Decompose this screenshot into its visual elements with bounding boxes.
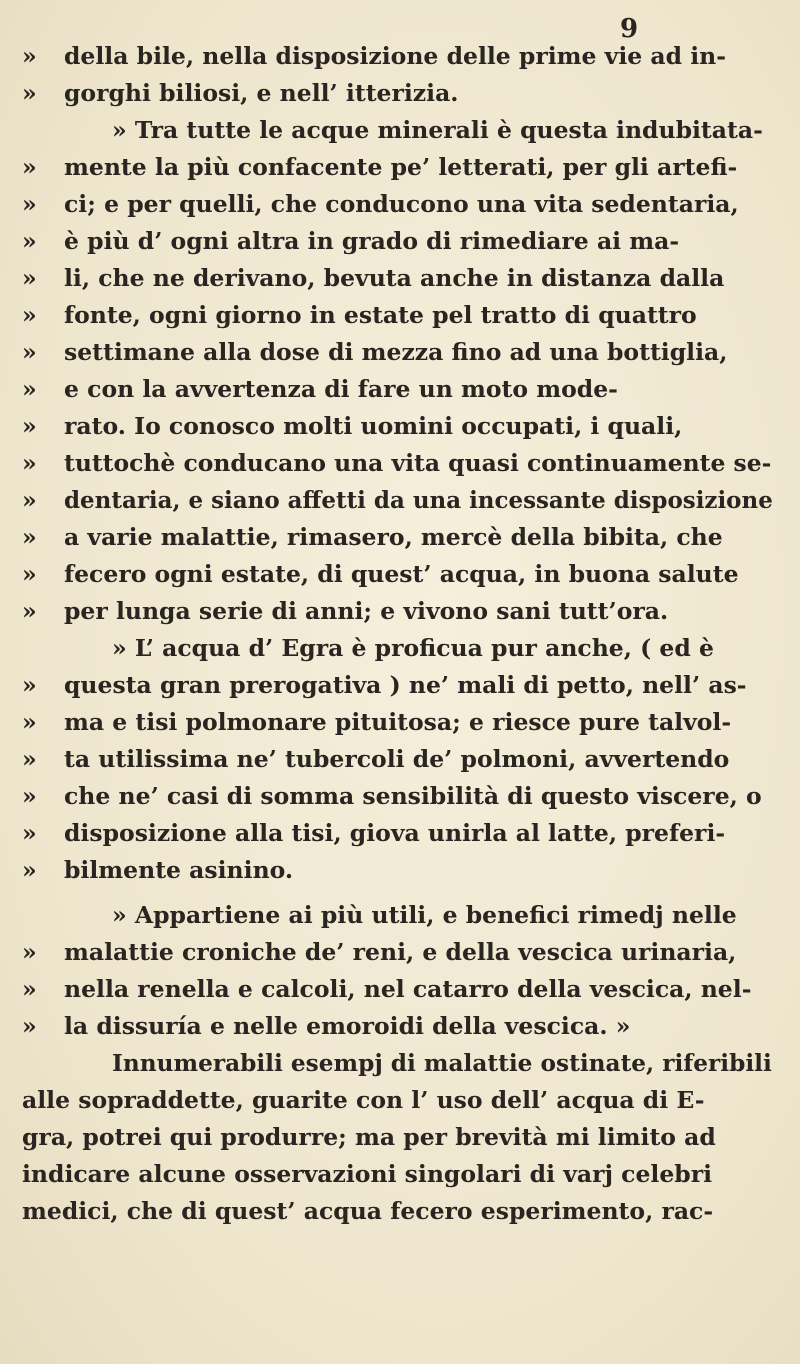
text-line: [0, 445, 800, 482]
quote-mark: »: [22, 1012, 37, 1040]
line-text: ta utilissima ne’ tubercoli de’ polmoni, avvertendo: [64, 745, 730, 773]
text-line: [0, 1193, 800, 1230]
text-line: [0, 482, 800, 519]
line-text: dentaria, e siano affetti da una incessante disposizione: [64, 486, 773, 514]
quote-mark: »: [22, 190, 37, 218]
text-line: [0, 1082, 800, 1119]
line-text: medici, che di quest’ acqua fecero esperimento, rac-: [22, 1197, 714, 1225]
quote-mark: »: [22, 338, 37, 366]
quote-mark: »: [22, 449, 37, 477]
line-text: la dissuría e nelle emoroidi della vescica. »: [64, 1012, 631, 1040]
line-text: Innumerabili esempj di malattie ostinate, riferibili: [112, 1049, 772, 1077]
line-text: alle sopraddette, guarite con l’ uso dell’ acqua di E-: [22, 1086, 705, 1114]
line-text: » L’ acqua d’ Egra è proficua pur anche, ( ed è: [112, 634, 714, 662]
line-text: gorghi biliosi, e nell’ itterizia.: [64, 79, 459, 107]
text-line: [0, 593, 800, 630]
text-line: [0, 186, 800, 223]
text-line: [0, 971, 800, 1008]
quote-mark: »: [22, 819, 37, 847]
text-line: [0, 1156, 800, 1193]
line-text: indicare alcune osservazioni singolari di varj celebri: [22, 1160, 713, 1188]
text-line: [0, 408, 800, 445]
line-text: gra, potrei qui produrre; ma per brevità mi limito ad: [22, 1123, 716, 1151]
line-text: della bile, nella disposizione delle prime vie ad in-: [64, 42, 726, 70]
line-text: disposizione alla tisi, giova unirla al latte, preferi-: [64, 819, 726, 847]
line-text: malattie croniche de’ reni, e della vescica urinaria,: [64, 938, 737, 966]
line-text: fecero ogni estate, di quest’ acqua, in buona salute: [64, 560, 739, 588]
text-line: [0, 556, 800, 593]
quote-mark: »: [22, 708, 37, 736]
text-line: [0, 519, 800, 556]
text-line: [0, 371, 800, 408]
quote-mark: »: [22, 523, 37, 551]
text-line: [0, 778, 800, 815]
line-text: per lunga serie di anni; e vivono sani tutt’ora.: [64, 597, 669, 625]
quote-mark: »: [22, 597, 37, 625]
text-line: [0, 223, 800, 260]
line-text: a varie malattie, rimasero, mercè della bibita, che: [64, 523, 723, 551]
text-line: [0, 852, 800, 889]
quote-mark: »: [22, 745, 37, 773]
text-line: [0, 112, 800, 149]
text-line: [0, 334, 800, 371]
line-text: li, che ne derivano, bevuta anche in distanza dalla: [64, 264, 725, 292]
text-line: [0, 934, 800, 971]
text-line: [0, 1045, 800, 1082]
quote-mark: »: [22, 264, 37, 292]
line-text: è più d’ ogni altra in grado di rimediare ai ma-: [64, 227, 680, 255]
quote-mark: »: [22, 486, 37, 514]
quote-mark: »: [22, 375, 37, 403]
quote-mark: »: [22, 153, 37, 181]
line-text: questa gran prerogativa ) ne’ mali di petto, nell’ as-: [64, 671, 747, 699]
line-text: » Tra tutte le acque minerali è questa indubitata-: [112, 116, 763, 144]
text-line: [0, 149, 800, 186]
text-line: [0, 297, 800, 334]
line-text: mente la più confacente pe’ letterati, per gli artefi-: [64, 153, 738, 181]
text-line: [0, 741, 800, 778]
line-text: settimane alla dose di mezza fino ad una bottiglia,: [64, 338, 728, 366]
line-text: nella renella e calcoli, nel catarro della vescica, nel-: [64, 975, 752, 1003]
text-line: [0, 667, 800, 704]
line-text: che ne’ casi di somma sensibilità di questo viscere, o: [64, 782, 762, 810]
line-text: » Appartiene ai più utili, e benefici rimedj nelle: [112, 901, 737, 929]
line-text: rato. Io conosco molti uomini occupati, i quali,: [64, 412, 683, 440]
quote-mark: »: [22, 671, 37, 699]
line-text: fonte, ogni giorno in estate pel tratto di quattro: [64, 301, 697, 329]
quote-mark: »: [22, 938, 37, 966]
body-text: [0, 38, 800, 1230]
line-text: e con la avvertenza di fare un moto mode-: [64, 375, 618, 403]
line-text: tuttochè conducano una vita quasi continuamente se-: [64, 449, 772, 477]
text-line: [0, 897, 800, 934]
quote-mark: »: [22, 301, 37, 329]
text-line: [0, 38, 800, 75]
quote-mark: »: [22, 782, 37, 810]
quote-mark: »: [22, 42, 37, 70]
text-line: [0, 75, 800, 112]
line-text: ma e tisi polmonare pituitosa; e riesce pure talvol-: [64, 708, 732, 736]
line-text: ci; e per quelli, che conducono una vita sedentaria,: [64, 190, 739, 218]
text-line: [0, 1008, 800, 1045]
quote-mark: »: [22, 227, 37, 255]
quote-mark: »: [22, 79, 37, 107]
page-number: 9: [620, 14, 639, 44]
text-line: [0, 815, 800, 852]
quote-mark: »: [22, 975, 37, 1003]
quote-mark: »: [22, 560, 37, 588]
line-text: bilmente asinino.: [64, 856, 294, 884]
text-line: [0, 1119, 800, 1156]
text-line: [0, 630, 800, 667]
text-line: [0, 704, 800, 741]
quote-mark: »: [22, 856, 37, 884]
text-line: [0, 260, 800, 297]
quote-mark: »: [22, 412, 37, 440]
